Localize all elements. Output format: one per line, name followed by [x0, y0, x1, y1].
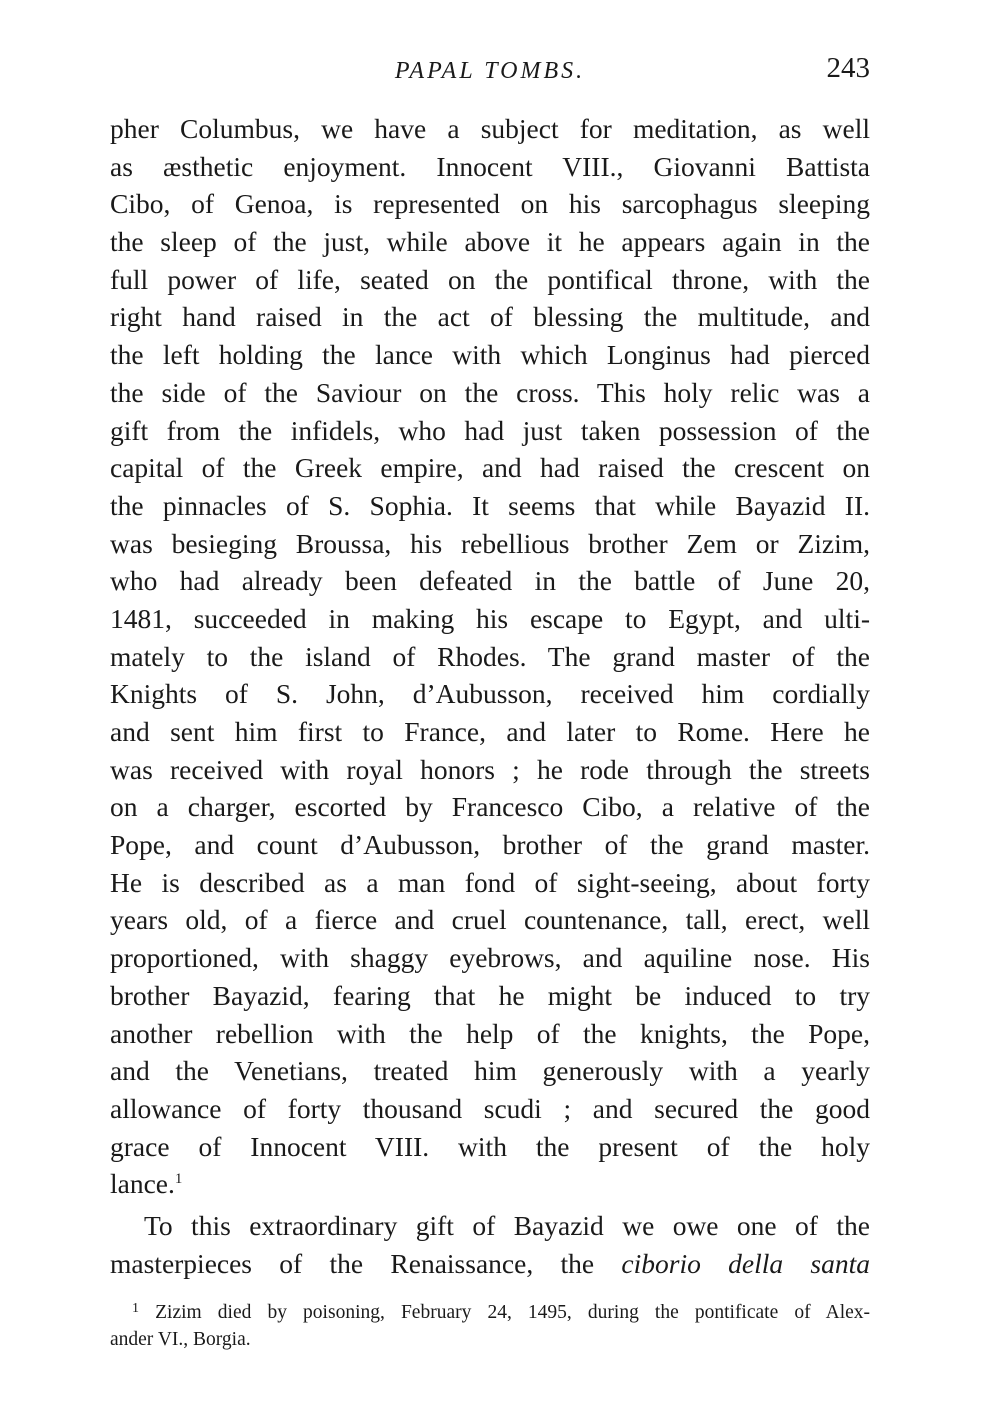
footnote-line: ander VI., Borgia.	[110, 1329, 251, 1350]
page-number: 243	[826, 52, 870, 84]
text-line: was besieging Broussa, his rebellious brother Zem or Zizim,	[110, 527, 870, 559]
text-line	[110, 1245, 870, 1283]
text-line: Pope, and count d’Aubusson, brother of the grand master.	[110, 829, 870, 861]
text-line: the sleep of the just, while above it he appears again in the	[110, 226, 870, 258]
text-line: Knights of S. John, d’Aubusson, received him cordially	[110, 678, 870, 710]
page-header	[110, 52, 870, 92]
text-line: grace of Innocent VIII. with the present of the holy	[110, 1130, 870, 1162]
text-line: Cibo, of Genoa, is represented on his sarcophagus sleeping	[110, 188, 870, 220]
paragraph-2	[110, 1207, 870, 1282]
text-line: allowance of forty thousand scudi ; and secured the good	[110, 1092, 870, 1124]
running-head: PAPAL TOMBS.	[394, 58, 586, 84]
text-line: right hand raised in the act of blessing the multitude, and	[110, 301, 870, 333]
text-line: the left holding the lance with which Longinus had pierced	[110, 339, 870, 371]
text-line: capital of the Greek empire, and had raised the crescent on	[110, 452, 870, 484]
footnote	[110, 1299, 870, 1353]
text-line: on a charger, escorted by Francesco Cibo, a relative of the	[110, 791, 870, 823]
italic-phrase: ciborio della santa	[621, 1247, 870, 1279]
text-line: as æsthetic enjoyment. Innocent VIII., Giovanni Battista	[110, 150, 870, 182]
text-line: years old, of a fierce and cruel countenance, tall, erect, well	[110, 904, 870, 936]
text-line: 1481, succeeded in making his escape to Egypt, and ulti-	[110, 602, 870, 634]
text-line: He is described as a man fond of sight-seeing, about forty	[110, 866, 870, 898]
footnote-line	[110, 1299, 870, 1326]
text-line: was received with royal honors ; he rode through the streets	[110, 753, 870, 785]
text-line: proportioned, with shaggy eyebrows, and aquiline nose. His	[110, 942, 870, 974]
text-line: another rebellion with the help of the knights, the Pope,	[110, 1017, 870, 1049]
text-line: the side of the Saviour on the cross. This holy relic was a	[110, 376, 870, 408]
text-line: To this extraordinary gift of Bayazid we owe one of the	[144, 1209, 870, 1241]
body-text	[110, 110, 870, 1282]
paragraph-1	[110, 110, 870, 1203]
text-line: full power of life, seated on the pontifical throne, with the	[110, 263, 870, 295]
text-line: brother Bayazid, fearing that he might be induced to try	[110, 979, 870, 1011]
text-line: the pinnacles of S. Sophia. It seems that while Bayazid II.	[110, 489, 870, 521]
footnote-text: Zizim died by poisoning, February 24, 1495, during the pontificate of Alex-	[155, 1302, 871, 1323]
text-fragment: lance.	[110, 1168, 175, 1200]
text-line: who had already been defeated in the battle of June 20,	[110, 565, 870, 597]
text-fragment: masterpieces of the Renaissance, the	[110, 1247, 622, 1279]
text-line: gift from the infidels, who had just taken possession of the	[110, 414, 870, 446]
text-line: and the Venetians, treated him generously with a yearly	[110, 1055, 870, 1087]
text-line-last	[110, 1165, 870, 1203]
text-line: mately to the island of Rhodes. The grand master of the	[110, 640, 870, 672]
text-line: pher Columbus, we have a subject for meditation, as well	[110, 113, 870, 144]
text-line: and sent him first to France, and later to Rome. Here he	[110, 716, 870, 747]
footnote-mark: 1	[132, 1301, 139, 1316]
footnote-reference[interactable]: 1	[174, 1171, 183, 1188]
